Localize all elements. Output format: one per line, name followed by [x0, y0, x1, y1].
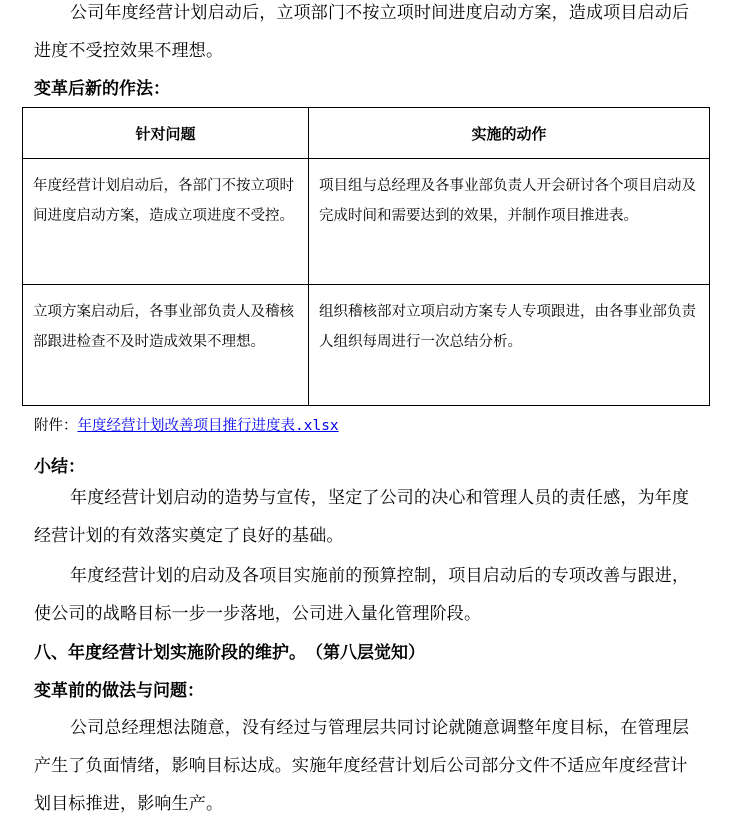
summary-paragraph: 年度经营计划启动的造势与宣传，坚定了公司的决心和管理人员的责任感，为年度经营计划的有效落实奠定了良好的基础。	[34, 488, 690, 546]
header-action: 实施的动作	[309, 108, 710, 159]
problem-cell: 立项方案启动后，各事业部负责人及稽核部跟进检查不及时造成效果不理想。	[23, 285, 309, 406]
table-row	[23, 159, 710, 285]
table-header-row	[23, 108, 710, 159]
after-change-heading: 变革后新的作法：	[34, 79, 170, 99]
summary-paragraph: 年度经营计划的启动及各项目实施前的预算控制，项目启动后的专项改善与跟进，使公司的战略目标一步一步落地，公司进入量化管理阶段。	[34, 566, 690, 624]
before-change-heading: 变革前的做法与问题：	[34, 681, 204, 701]
action-cell: 项目组与总经理及各事业部负责人开会研讨各个项目启动及完成时间和需要达到的效果，并制作项目推进表。	[309, 159, 710, 285]
attachment-label: 附件：	[34, 418, 78, 434]
attachment-link[interactable]: 年度经营计划改善项目推行进度表.xlsx	[77, 418, 339, 434]
section-heading: 八、年度经营计划实施阶段的维护。 （第八层觉知）	[34, 643, 425, 663]
problem-cell: 年度经营计划启动后，各部门不按立项时间进度启动方案，造成立项进度不受控。	[23, 159, 309, 285]
before-paragraph: 公司总经理想法随意，没有经过与管理层共同讨论就随意调整年度目标，在管理层产生了负面情绪，影响目标达成。实施年度经营计划后公司部分文件不适应年度经营计划目标推进，影响生产。	[34, 718, 690, 814]
action-cell: 组织稽核部对立项启动方案专人专项跟进，由各事业部负责人组织每周进行一次总结分析。	[309, 285, 710, 406]
intro-paragraph: 公司年度经营计划启动后，立项部门不按立项时间进度启动方案，造成项目启动后进度不受控效果不理想。	[34, 3, 690, 61]
plan-table	[22, 107, 710, 406]
attachment-line	[34, 414, 339, 435]
summary-heading: 小结：	[34, 457, 85, 477]
table-row	[23, 285, 710, 406]
header-problem: 针对问题	[23, 108, 309, 159]
